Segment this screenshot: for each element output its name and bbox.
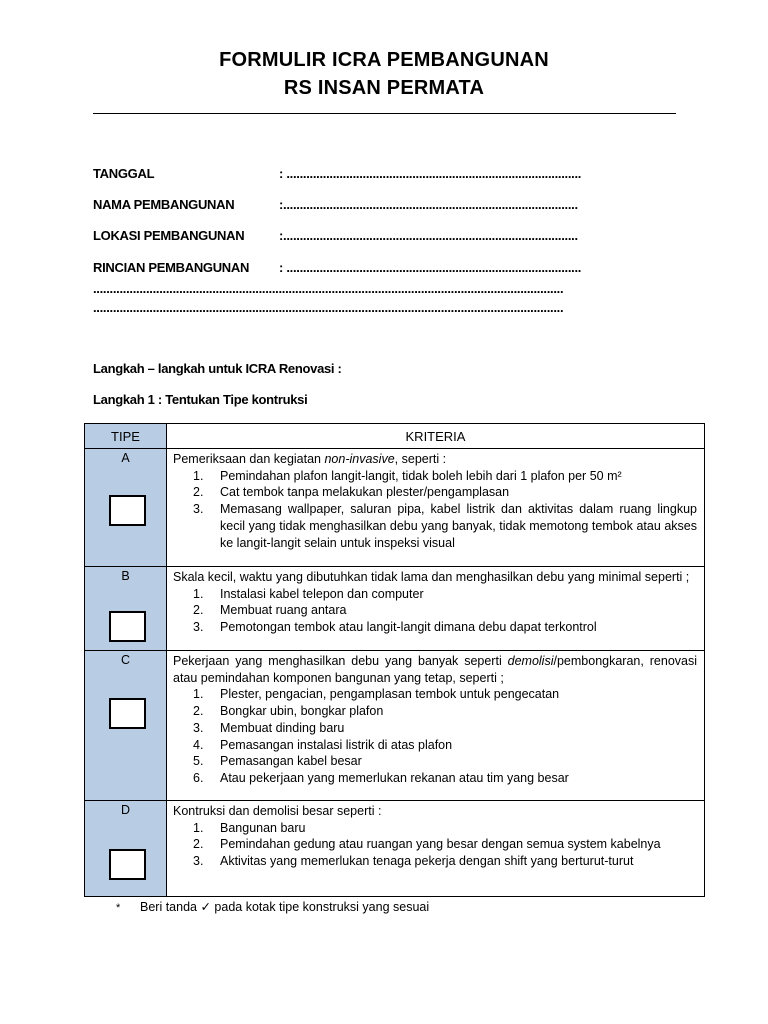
list-item: 5. Pemasangan kabel besar: [193, 754, 362, 769]
type-c-checkbox[interactable]: [109, 698, 146, 729]
type-letter: B: [121, 569, 130, 583]
type-d-checkbox[interactable]: [109, 849, 146, 880]
criteria-list: [173, 686, 697, 786]
type-cell: [85, 449, 167, 567]
criteria-intro: Kontruksi dan demolisi besar seperti :: [173, 804, 382, 818]
type-letter: C: [120, 653, 131, 667]
list-item: 3. Membuat dinding baru: [193, 720, 345, 735]
field-lokasi-pembangunan[interactable]: [93, 228, 693, 244]
field-label: RINCIAN PEMBANGUNAN: [93, 260, 250, 275]
criteria-list: [173, 586, 697, 636]
type-letter: D: [120, 803, 131, 817]
step-1-heading: Langkah 1 : Tentukan Tipe kontruksi: [93, 392, 308, 407]
field-value[interactable]: : .........................................................................................: [279, 166, 582, 181]
column-header-tipe: TIPE: [85, 424, 167, 449]
list-item: 4. Pemasangan instalasi listrik di atas plafon: [193, 737, 453, 752]
form-title-line1: FORMULIR ICRA PEMBANGUNAN: [219, 49, 549, 71]
criteria-list: [173, 820, 697, 870]
list-item: 1. Instalasi kabel telepon dan computer: [193, 586, 424, 601]
list-item: 2. Pemindahan gedung atau ruangan yang besar dengan semua system kabelnya: [193, 837, 661, 852]
criteria-cell: [167, 651, 705, 801]
field-label: LOKASI PEMBANGUNAN: [93, 228, 245, 243]
field-tanggal[interactable]: [93, 166, 693, 182]
field-value[interactable]: : .........................................................................................: [279, 260, 582, 275]
form-title-line2: RS INSAN PERMATA: [283, 77, 485, 99]
list-item: 1. Pemindahan plafon langit-langit, tidak boleh lebih dari 1 plafon per 50 m²: [193, 468, 622, 483]
table-row: [85, 801, 705, 897]
table-row: [85, 449, 705, 567]
criteria-intro: Skala kecil, waktu yang dibutuhkan tidak lama dan menghasilkan debu yang minimal seperti ;: [173, 570, 690, 584]
criteria-intro: Pemeriksaan dan kegiatan non-invasive, seperti :: [173, 452, 447, 466]
table-row: [85, 567, 705, 651]
list-item: 3. Memasang wallpaper, saluran pipa, kabel listrik dan aktivitas dalam ruang lingkup kecil yang tidak menghasilkan debu yang banyak, tidak memotong tembok atau akses ke langit-langit selain untuk inspeksi visual: [193, 502, 697, 550]
checkmark-icon: ✓: [200, 900, 211, 914]
list-item: 6. Atau pekerjaan yang memerlukan rekanan atau tim yang besar: [193, 770, 569, 785]
type-cell: [85, 801, 167, 897]
type-b-checkbox[interactable]: [109, 611, 146, 642]
criteria-list: [173, 468, 697, 552]
rincian-line-1[interactable]: ..............................................................................................................................................: [93, 281, 564, 296]
column-header-kriteria: KRITERIA: [167, 424, 705, 449]
table-header-row: [85, 424, 705, 449]
footnote: * Beri tanda ✓ pada kotak tipe konstruksi yang sesuai: [116, 900, 430, 914]
steps-heading: Langkah – langkah untuk ICRA Renovasi :: [93, 361, 342, 376]
icra-type-table: [84, 423, 705, 897]
list-item: 3. Aktivitas yang memerlukan tenaga pekerja dengan shift yang berturut-turut: [193, 854, 634, 869]
criteria-intro: Pekerjaan yang menghasilkan debu yang banyak seperti demolisi/pembongkaran, renovasi atau pemindahan komponen bangunan yang tetap, seperti ;: [173, 654, 697, 685]
type-letter: A: [121, 451, 130, 465]
rincian-line-2[interactable]: ..............................................................................................................................................: [93, 300, 564, 315]
field-label: NAMA PEMBANGUNAN: [93, 197, 235, 212]
asterisk-icon: *: [116, 902, 121, 914]
list-item: 2. Membuat ruang antara: [193, 603, 347, 618]
field-label: TANGGAL: [93, 166, 155, 181]
list-item: 2. Cat tembok tanpa melakukan plester/pengamplasan: [193, 485, 510, 500]
list-item: 3. Pemotongan tembok atau langit-langit dimana debu dapat terkontrol: [193, 620, 597, 635]
table-row: [85, 651, 705, 801]
list-item: 2. Bongkar ubin, bongkar plafon: [193, 704, 384, 719]
form-title: [0, 46, 768, 102]
criteria-cell: [167, 567, 705, 651]
title-divider: [93, 113, 676, 114]
type-a-checkbox[interactable]: [109, 495, 146, 526]
criteria-cell: [167, 449, 705, 567]
type-cell: [85, 651, 167, 801]
criteria-cell: [167, 801, 705, 897]
field-rincian-pembangunan[interactable]: [93, 260, 693, 276]
field-value[interactable]: :.........................................................................................: [279, 228, 578, 243]
field-value[interactable]: :.........................................................................................: [279, 197, 578, 212]
field-nama-pembangunan[interactable]: [93, 197, 693, 213]
list-item: 1. Bangunan baru: [193, 820, 306, 835]
type-cell: [85, 567, 167, 651]
list-item: 1. Plester, pengacian, pengamplasan tembok untuk pengecatan: [193, 687, 560, 702]
